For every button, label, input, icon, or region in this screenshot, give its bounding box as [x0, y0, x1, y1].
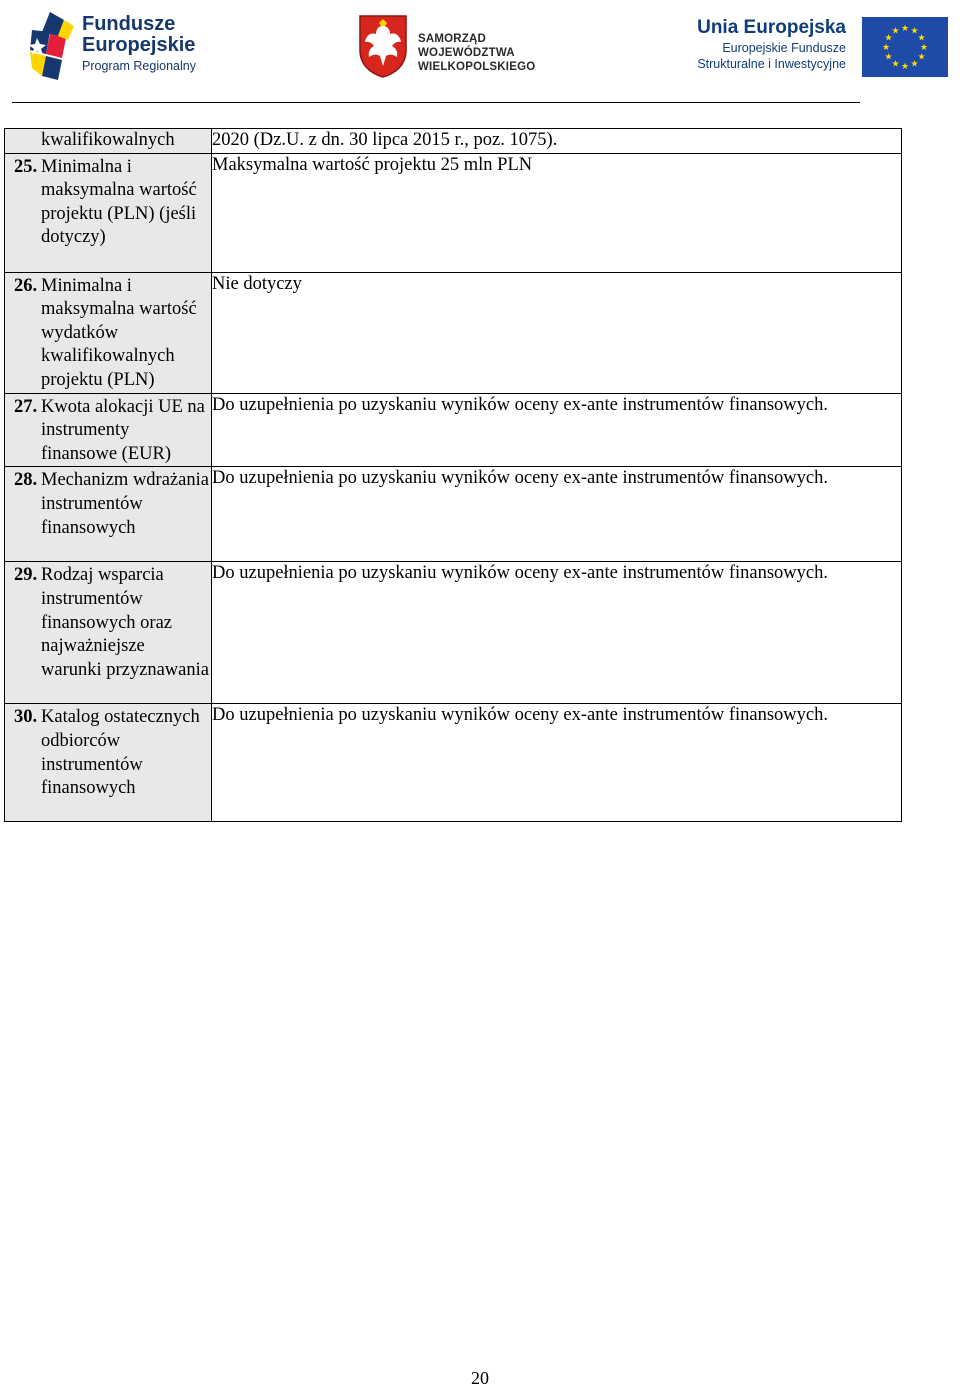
- row-value-cell: [212, 129, 902, 154]
- svg-text:★: ★: [900, 62, 910, 72]
- row-number: 25.: [14, 156, 38, 177]
- svg-text:★: ★: [881, 43, 891, 53]
- logo-left-line-3: Program Regionalny: [82, 59, 196, 73]
- svg-text:★: ★: [919, 43, 929, 53]
- row-value: Do uzupełnienia po uzyskaniu wyników oceny ex-ante instrumentów finansowych.: [212, 394, 829, 415]
- row-number: 30.: [14, 707, 38, 728]
- row-label-cell: [5, 129, 212, 154]
- row-label: Katalog ostatecznych odbiorców instrumentów finansowych: [41, 707, 200, 799]
- row-value: Do uzupełnienia po uzyskaniu wyników oceny ex-ante instrumentów finansowych.: [212, 468, 829, 489]
- fundusze-europejskie-emblem-icon: [28, 10, 76, 82]
- svg-text:★: ★: [884, 33, 893, 44]
- row-value: Do uzupełnienia po uzyskaniu wyników oceny ex-ante instrumentów finansowych.: [212, 705, 829, 726]
- row-value-cell: [212, 393, 902, 467]
- row-label: Mechanizm wdrażania instrumentów finansowych: [41, 470, 209, 538]
- row-value-cell: [212, 153, 902, 272]
- row-label-cell: [5, 393, 212, 467]
- table-row: [5, 272, 902, 393]
- page-number: 20: [471, 1368, 489, 1388]
- table-row: [5, 393, 902, 467]
- row-number: 29.: [14, 565, 38, 586]
- svg-text:★: ★: [891, 59, 900, 70]
- unia-europejska-logo: [672, 14, 952, 82]
- row-label: Kwota alokacji UE na instrumenty finansowe (EUR): [41, 396, 205, 464]
- row-label: kwalifikowalnych: [41, 130, 175, 150]
- row-label-cell: [5, 153, 212, 272]
- row-value: Do uzupełnienia po uzyskaniu wyników oceny ex-ante instrumentów finansowych.: [212, 563, 829, 584]
- row-value: Maksymalna wartość projektu 25 mln PLN: [212, 154, 533, 175]
- logo-left-line-1: Fundusze: [82, 13, 176, 35]
- logo-center-line-2: WIELKOPOLSKIEGO: [418, 61, 536, 73]
- row-label-cell: [5, 704, 212, 822]
- row-number: 26.: [14, 275, 38, 296]
- logo-right-line-3: Strukturalne i Inwestycyjne: [697, 57, 846, 71]
- svg-text:★: ★: [910, 59, 919, 70]
- svg-text:★: ★: [891, 26, 900, 37]
- row-label-cell: [5, 562, 212, 704]
- row-label-cell: [5, 272, 212, 393]
- row-number: 27.: [14, 396, 38, 417]
- table-row: [5, 129, 902, 154]
- logo-right-line-1: Unia Europejska: [697, 17, 846, 38]
- row-label: Rodzaj wsparcia instrumentów finansowych oraz najważniejsze warunki przyznawania: [41, 565, 209, 680]
- table-row: [5, 467, 902, 562]
- row-value-cell: [212, 272, 902, 393]
- row-number: 28.: [14, 470, 38, 491]
- svg-text:★: ★: [910, 26, 919, 37]
- header-logos: [0, 0, 960, 100]
- row-label: Minimalna i maksymalna wartość wydatków kwalifikowalnych projektu (PLN): [41, 275, 197, 390]
- eu-flag-icon: [862, 17, 948, 77]
- header-divider: [12, 102, 860, 103]
- table-row: [5, 562, 902, 704]
- project-details-table: [4, 128, 902, 822]
- wielkopolska-eagle-crest-icon: [358, 14, 408, 78]
- svg-text:★: ★: [900, 24, 910, 34]
- row-value-cell: [212, 467, 902, 562]
- logo-right-line-2: Europejskie Fundusze: [722, 41, 846, 55]
- samorzad-wielkopolski-logo: [358, 14, 558, 82]
- logo-center-line-1: SAMORZĄD WOJEWÓDZTWA: [418, 33, 515, 59]
- row-value: Nie dotyczy: [212, 273, 302, 294]
- logo-left-line-2: Europejskie: [82, 34, 196, 56]
- row-value: 2020 (Dz.U. z dn. 30 lipca 2015 r., poz. 1075).: [212, 130, 558, 150]
- svg-text:★: ★: [917, 33, 926, 44]
- svg-text:★: ★: [917, 52, 926, 63]
- table-row: [5, 704, 902, 822]
- fundusze-europejskie-logo: [28, 10, 218, 82]
- row-value-cell: [212, 704, 902, 822]
- row-label-cell: [5, 467, 212, 562]
- table-row: [5, 153, 902, 272]
- row-value-cell: [212, 562, 902, 704]
- svg-text:★: ★: [884, 52, 893, 63]
- row-label: Minimalna i maksymalna wartość projektu (PLN) (jeśli dotyczy): [41, 156, 197, 248]
